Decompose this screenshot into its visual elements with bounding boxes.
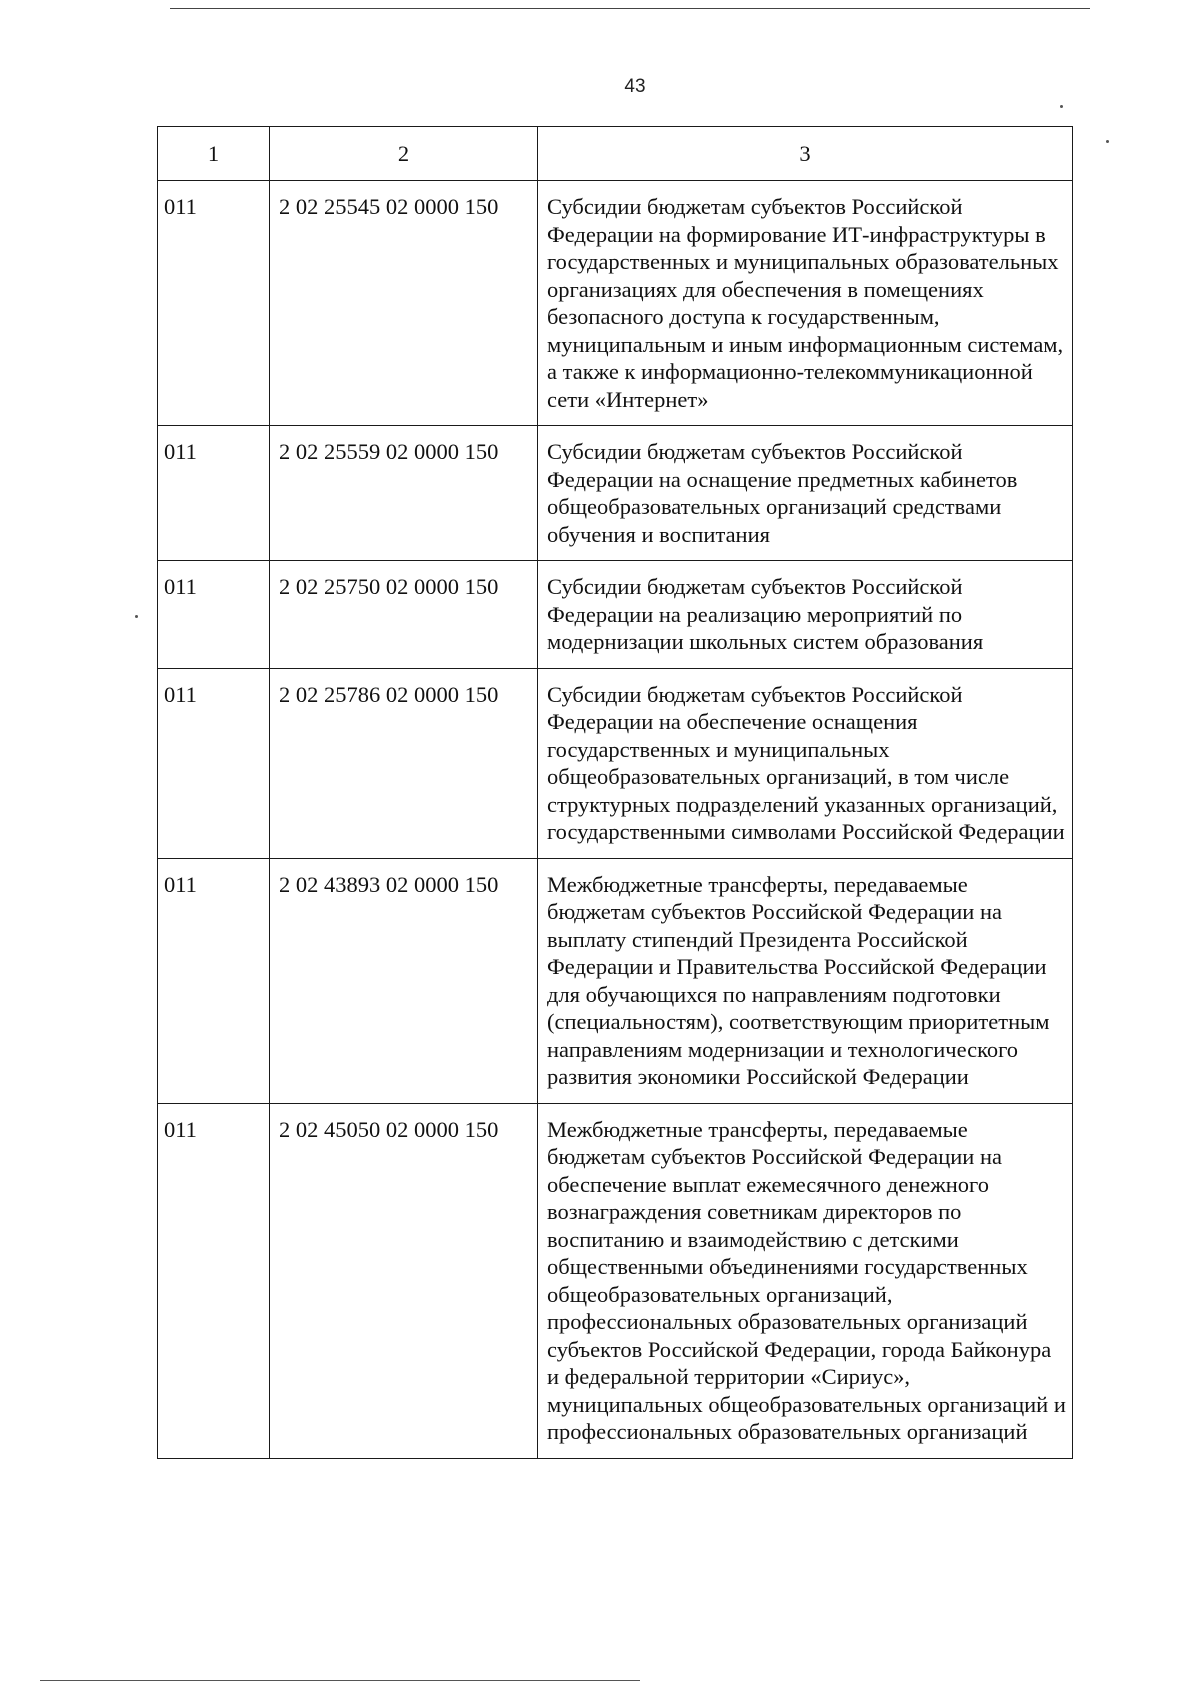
table-header-row <box>158 127 1073 181</box>
admin-code-cell: 011 <box>158 858 270 1103</box>
description-cell: Субсидии бюджетам субъектов Российской Федерации на обеспечение оснащения государственных и муниципальных общеобразовательных организаций, в том числе структурных подразделений указанных организаций, государственными символами Российской Федерации <box>538 668 1073 858</box>
kbk-code-cell: 2 02 25559 02 0000 150 <box>270 426 538 561</box>
kbk-code-cell: 2 02 25786 02 0000 150 <box>270 668 538 858</box>
description-cell: Межбюджетные трансферты, передаваемые бюджетам субъектов Российской Федерации на обеспечение выплат ежемесячного денежного вознаграждения советникам директоров по воспитанию и взаимодействию с детскими общественными объединениями государственных общеобразовательных организаций, профессиональных образовательных организаций субъектов Российской Федерации, города Байконура и федеральной территории «Сириус», муниципальных общеобразовательных организаций и профессиональных образовательных организаций <box>538 1103 1073 1458</box>
column-header-2: 2 <box>270 127 538 181</box>
table-row <box>158 858 1073 1103</box>
column-header-3: 3 <box>538 127 1073 181</box>
admin-code-cell: 011 <box>158 426 270 561</box>
table-row <box>158 1103 1073 1458</box>
scan-speck <box>1060 105 1063 108</box>
description-cell: Субсидии бюджетам субъектов Российской Федерации на оснащение предметных кабинетов общеобразовательных организаций средствами обучения и воспитания <box>538 426 1073 561</box>
description-cell: Межбюджетные трансферты, передаваемые бюджетам субъектов Российской Федерации на выплату стипендий Президента Российской Федерации и Правительства Российской Федерации для обучающихся по направлениям подготовки (специальностям), соответствующим приоритетным направлениям модернизации и технологического развития экономики Российской Федерации <box>538 858 1073 1103</box>
admin-code-cell: 011 <box>158 1103 270 1458</box>
table-row <box>158 561 1073 669</box>
admin-code-cell: 011 <box>158 561 270 669</box>
scan-edge-top <box>170 8 1090 9</box>
kbk-code-cell: 2 02 45050 02 0000 150 <box>270 1103 538 1458</box>
kbk-code-cell: 2 02 25750 02 0000 150 <box>270 561 538 669</box>
column-header-1: 1 <box>158 127 270 181</box>
table-row <box>158 668 1073 858</box>
budget-codes-table <box>157 126 1073 1459</box>
scan-speck <box>1106 140 1109 143</box>
admin-code-cell: 011 <box>158 181 270 426</box>
table-row <box>158 181 1073 426</box>
description-cell: Субсидии бюджетам субъектов Российской Федерации на формирование ИТ-инфраструктуры в государственных и муниципальных образовательных организациях для обеспечения в помещениях безопасного доступа к государственным, муниципальным и иным информационным системам, а также к информационно-телекоммуникационной сети «Интернет» <box>538 181 1073 426</box>
table-row <box>158 426 1073 561</box>
kbk-code-cell: 2 02 25545 02 0000 150 <box>270 181 538 426</box>
page-number: 43 <box>624 76 646 97</box>
description-cell: Субсидии бюджетам субъектов Российской Федерации на реализацию мероприятий по модернизации школьных систем образования <box>538 561 1073 669</box>
scan-edge-bottom <box>40 1680 640 1681</box>
scan-speck <box>135 615 138 618</box>
admin-code-cell: 011 <box>158 668 270 858</box>
kbk-code-cell: 2 02 43893 02 0000 150 <box>270 858 538 1103</box>
